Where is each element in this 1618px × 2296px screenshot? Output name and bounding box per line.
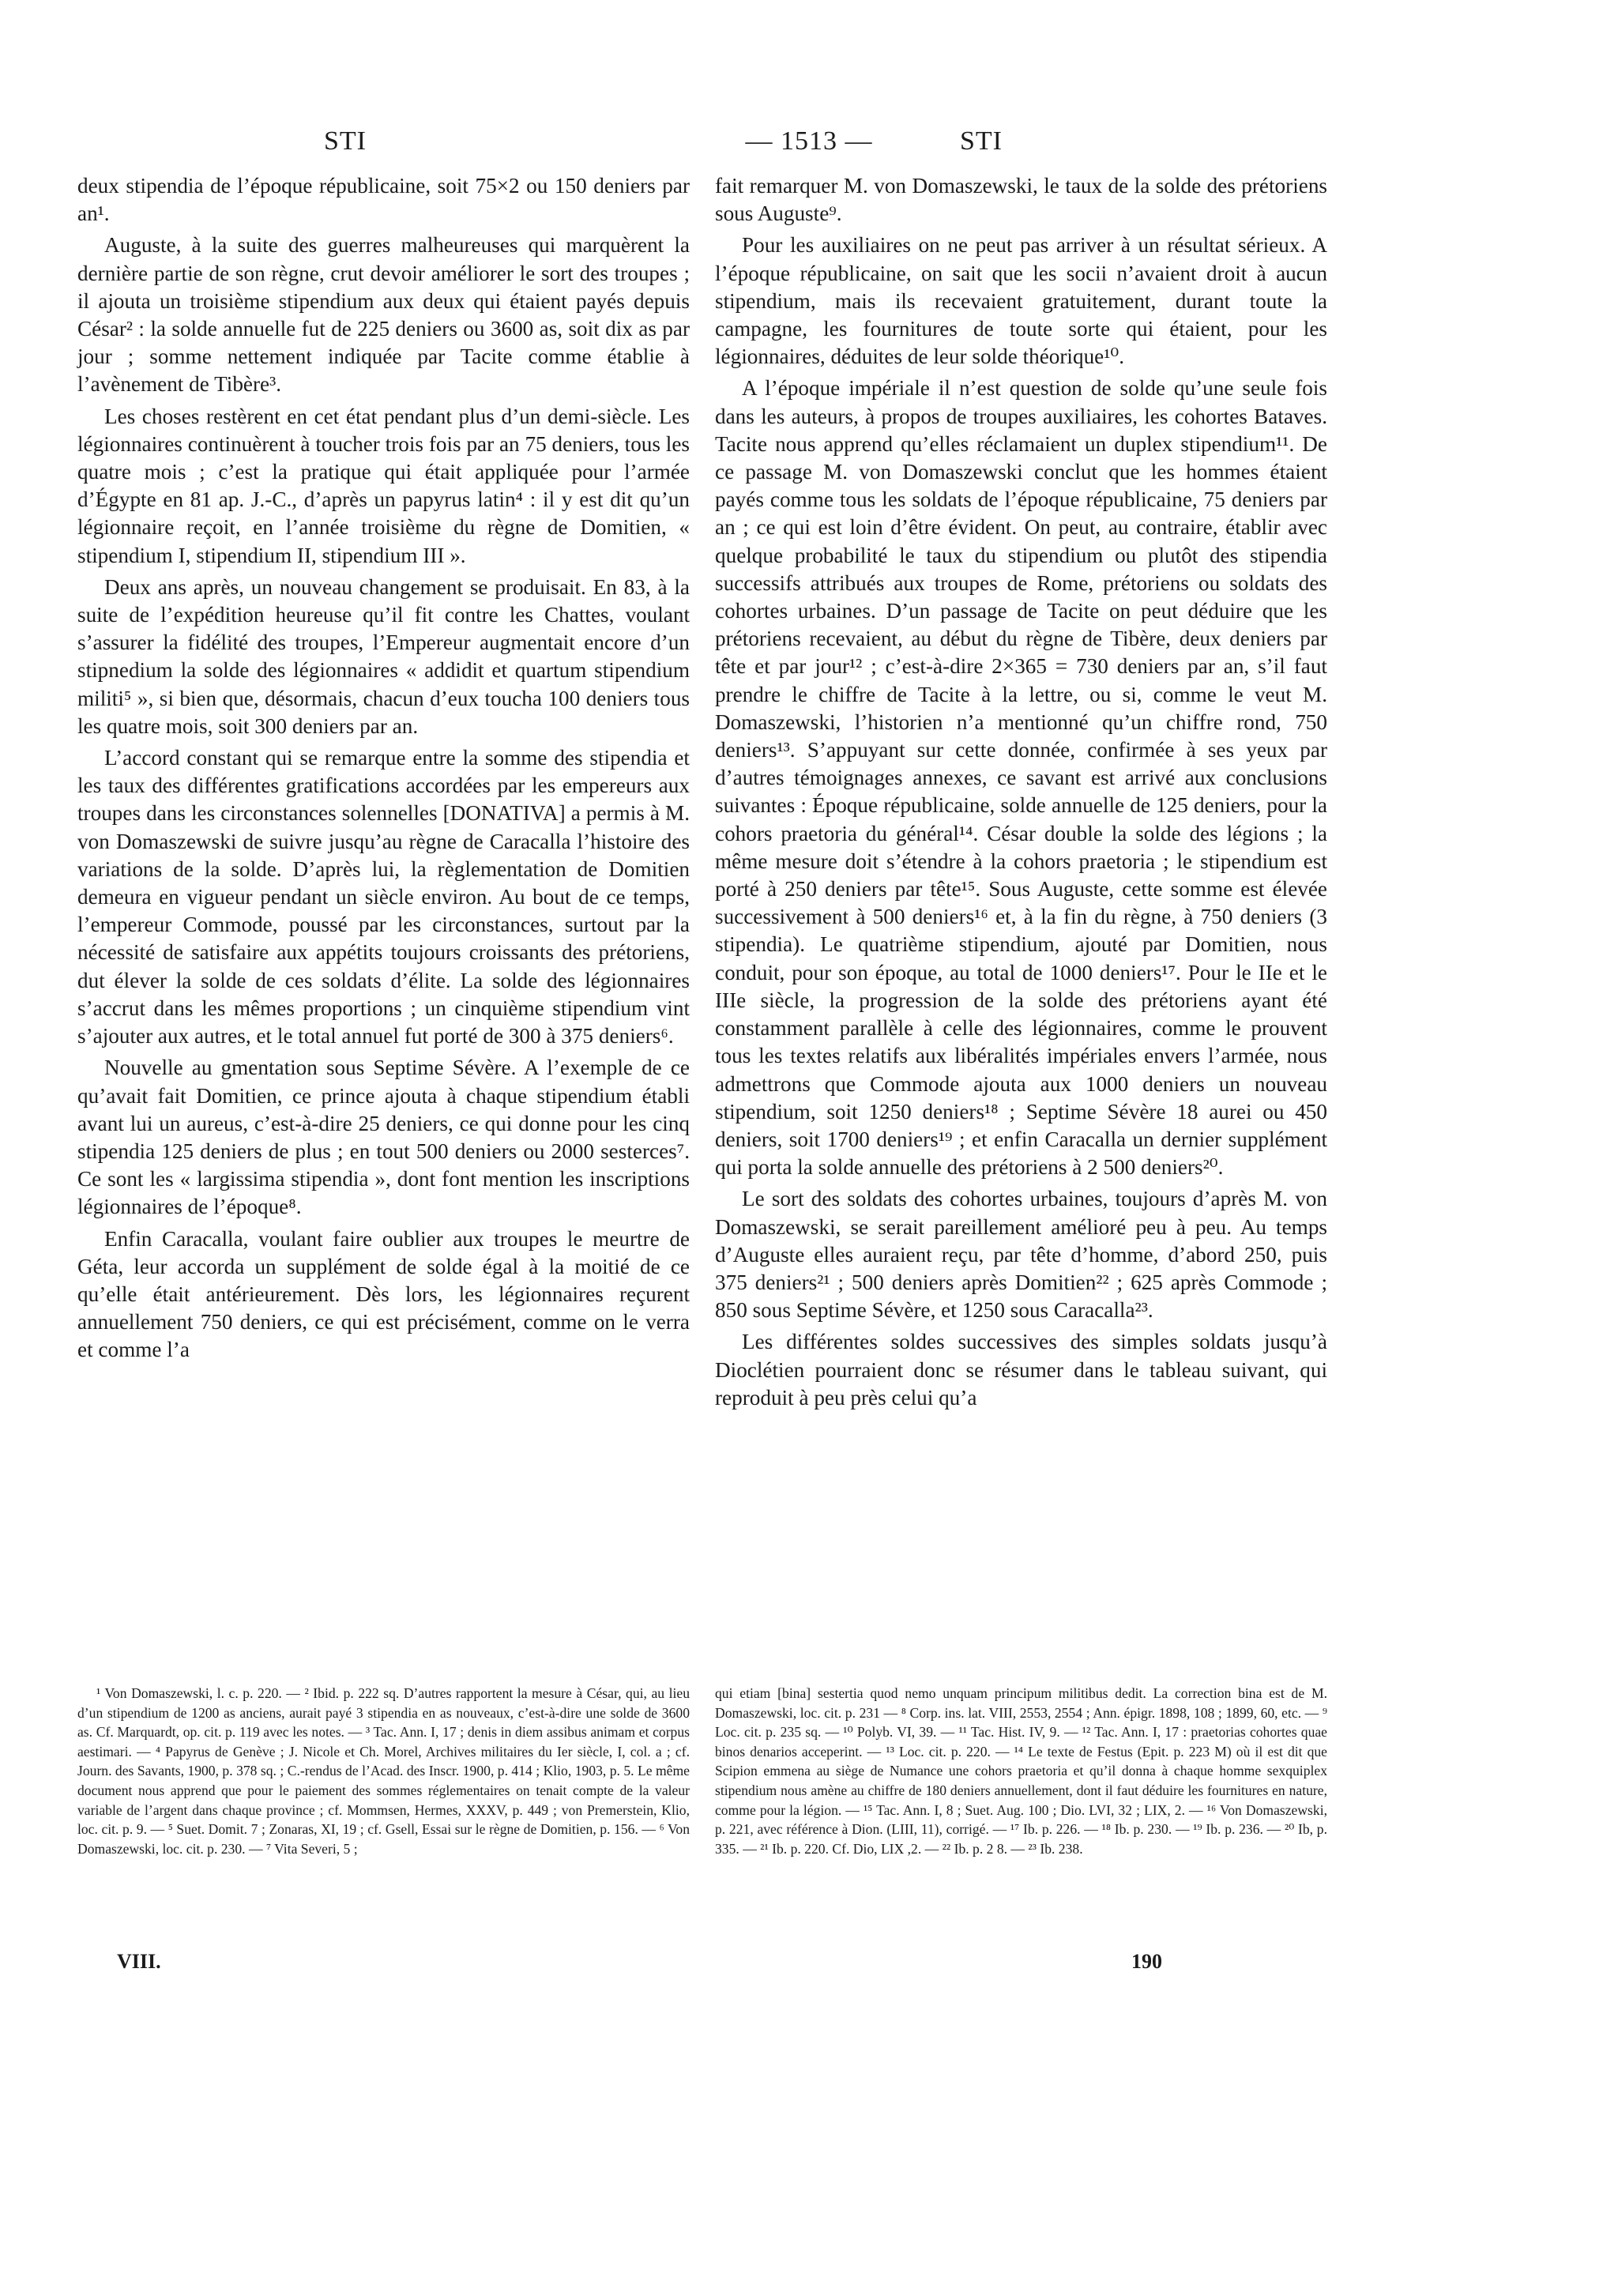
footnotes-left (77, 1684, 690, 1858)
paragraph: A l’époque impériale il n’est question de solde qu’une seule fois dans les auteurs, à propos de troupes auxiliaires, les cohortes Bataves. Tacite nous apprend qu’elles réclamaient un duplex stipendium¹¹. De ce passage M. von Domaszewski conclut que les hommes étaient payés comme tous les soldats de l’époque républicaine, 75 deniers par an ; ce qui est loin d’être évident. On peut, au contraire, établir avec quelque probabilité le taux du stipendium ou plutôt des stipendia successifs attribués aux troupes de Rome, prétoriens ou soldats des cohortes urbaines. D’un passage de Tacite on peut déduire que les prétoriens recevaient, au début du règne de Tibère, deux deniers par tête et par jour¹² ; c’est-à-dire 2×365 = 730 deniers par an, s’il faut prendre le chiffre de Tacite à la lettre, ou si, comme le veut M. Domaszewski, l’historien n’a mentionné qu’un chiffre rond, 750 deniers¹³. S’appuyant sur cette donnée, confirmée à ses yeux par d’autres témoignages annexes, ce savant est arrivé aux conclusions suivantes : Époque républicaine, solde annuelle de 125 deniers, pour la cohors praetoria du général¹⁴. César double la solde des légions ; la même mesure doit s’étendre à la cohors praetoria ; le stipendium est porté à 250 deniers par tête¹⁵. Sous Auguste, cette somme est élevée successivement à 500 deniers¹⁶ et, à la fin du règne, à 750 deniers (3 stipendia). Le quatrième stipendium, ajouté par Domitien, nous conduit, pour son époque, au total de 1000 deniers¹⁷. Pour le IIe et le IIIe siècle, la progression de la solde des prétoriens ayant été constamment parallèle à celle des légionnaires, comme le prouvent tous les textes relatifs aux libéralités impériales envers l’armée, nous admettrons que Commode ajouta aux 1000 deniers un nouveau stipendium, soit 1250 deniers¹⁸ ; Septime Sévère 18 aurei ou 450 deniers, soit 1700 deniers¹⁹ ; et enfin Caracalla un dernier supplément qui porta la solde annuelle des prétoriens à 2 500 deniers²⁰. (715, 376, 1327, 1180)
paragraph: Les différentes soldes successives des simples soldats jusqu’à Dioclétien pourraient donc se résumer dans le tableau suivant, qui reproduit à peu près celui qu’a (715, 1330, 1327, 1410)
gathering-number: 190 (1131, 1950, 1162, 1973)
running-head-left: STI (324, 126, 367, 156)
right-column (715, 172, 1327, 1416)
paragraph: deux stipendia de l’époque républicaine, soit 75×2 ou 150 deniers par an¹. (77, 174, 690, 226)
footnotes-right (715, 1684, 1327, 1858)
signature-mark: VIII. (117, 1950, 161, 1973)
paragraph: Enfin Caracalla, voulant faire oublier aux troupes le meurtre de Géta, leur accorda un supplément de solde égal à la moitié de ce qu’elle était antérieurement. Dès lors, les légionnaires reçurent annuellement 750 deniers, ce qui est précisément, comme on le verra et comme l’a (77, 1226, 690, 1362)
footnote-text: ¹ Von Domaszewski, l. c. p. 220. — ² Ibid. p. 222 sq. D’autres rapportent la mesure à César, qui, au lieu d’un stipendium de 1200 as anciens, aurait payé 3 stipendia en as nouveaux, c’est-à-dire une solde de 3600 as. Cf. Marquardt, op. cit. p. 119 avec les notes. — ³ Tac. Ann. I, 17 ; denis in diem assibus animam et corpus aestimari. — ⁴ Papyrus de Genève ; J. Nicole et Ch. Morel, Archives militaires du Ier siècle, I, col. a ; cf. Journ. des Savants, 1900, p. 378 sq. ; C.-rendus de l’Acad. des Inscr. 1900, p. 414 ; Klio, 1903, p. 5. Le même document nous apprend que pour le paiement des sommes réglementaires on tenait compte de la valeur variable de l’argent dans chaque province ; cf. Mommsen, Hermes, XXXV, p. 449 ; von Premerstein, Klio, loc. cit. p. 9. — ⁵ Suet. Domit. 7 ; Zonaras, XI, 19 ; cf. Gsell, Essai sur le règne de Domitien, p. 156. — ⁶ Von Domaszewski, loc. cit. p. 230. — ⁷ Vita Severi, 5 ; (77, 1685, 690, 1857)
paragraph: Auguste, à la suite des guerres malheureuses qui marquèrent la dernière partie de son règne, crut devoir améliorer le sort des troupes ; il ajouta un troisième stipendium aux deux qui étaient payés depuis César² : la solde annuelle fut de 225 deniers ou 3600 as, soit dix as par jour ; somme nettement indiquée par Tacite comme établie à l’avènement de Tibère³. (77, 233, 690, 397)
paragraph: Pour les auxiliaires on ne peut pas arriver à un résultat sérieux. A l’époque républicaine, on sait que les socii n’avaient droit à aucun stipendium, mais ils recevaient gratuitement, durant toute la campagne, les fournitures de toute sorte qui étaient, pour les légionnaires, déduites de leur solde théorique¹⁰. (715, 233, 1327, 369)
paragraph: fait remarquer M. von Domaszewski, le taux de la solde des prétoriens sous Auguste⁹. (715, 174, 1327, 226)
running-head-right: STI (960, 126, 1003, 156)
paragraph: Le sort des soldats des cohortes urbaines, toujours d’après M. von Domaszewski, se serait pareillement amélioré peu à peu. Au temps d’Auguste elles auraient reçu, par tête d’homme, d’abord 250, puis 375 deniers²¹ ; 500 deniers après Domitien²² ; 625 après Commode ; 850 sous Septime Sévère, et 1250 sous Caracalla²³. (715, 1187, 1327, 1323)
paragraph: Deux ans après, un nouveau changement se produisait. En 83, à la suite de l’expédition heureuse qu’il fit contre les Chattes, voulant s’assurer la fidélité des troupes, l’Empereur augmentait encore d’un stipnedium la solde des légionnaires « addidit et quartum stipendium militi⁵ », si bien que, désormais, chacun d’eux toucha 100 deniers tous les quatre mois, soit 300 deniers par an. (77, 574, 690, 738)
left-column (77, 172, 690, 1368)
paragraph: L’accord constant qui se remarque entre la somme des stipendia et les taux des différentes gratifications accordées par les empereurs aux troupes dans les circonstances solennelles [DONATIVA] a permis à M. von Domaszewski de suivre jusqu’au règne de Caracalla l’histoire des variations de la solde. D’après lui, la règlementation de Domitien demeura en vigueur pendant un siècle environ. Au bout de ce temps, l’empereur Commode, poussé par les circonstances, surtout par la nécessité de satisfaire aux appétits toujours croissants des prétoriens, dut élever la solde de ces soldats d’élite. La solde des légionnaires s’accrut dans les mêmes proportions ; un cinquième stipendium vint s’ajouter aux autres, et le total annuel fut porté de 300 à 375 deniers⁶. (77, 746, 690, 1048)
paragraph: Les choses restèrent en cet état pendant plus d’un demi-siècle. Les légionnaires continuèrent à toucher trois fois par an 75 deniers, tous les quatre mois ; c’est la pratique qui était appliquée pour l’armée d’Égypte en 81 ap. J.-C., d’après un papyrus latin⁴ : il y est dit qu’un légionnaire reçoit, en l’année troisième du règne de Domitien, « stipendium I, stipendium II, stipendium III ». (77, 404, 690, 567)
footnote-text: qui etiam [bina] sestertia quod nemo unquam principum militibus dedit. La correction bina est de M. Domaszewski, loc. cit. p. 231 — ⁸ Corp. ins. lat. VIII, 2553, 2554 ; Ann. épigr. 1898, 108 ; 1899, 60, etc. — ⁹ Loc. cit. p. 235 sq. — ¹⁰ Polyb. VI, 39. — ¹¹ Tac. Hist. IV, 9. — ¹² Tac. Ann. I, 17 : praetorias cohortes quae binos denarios acceperint. — ¹³ Loc. cit. p. 220. — ¹⁴ Le texte de Festus (Epit. p. 223 M) où il est dit que Scipion emmena au siège de Numance une cohors praetoria et qu’il donna à chaque homme sexquiplex stipendium nous amène au chiffre de 180 deniers annuellement, dont il faut déduire les fournitures en nature, comme pour la légion. — ¹⁵ Tac. Ann. I, 8 ; Suet. Aug. 100 ; Dio. LVI, 32 ; LIX, 2. — ¹⁶ Von Domaszewski, p. 221, avec référence à Dion. (LIII, 11), corrigé. — ¹⁷ Ib. p. 226. — ¹⁸ Ib. p. 230. — ¹⁹ Ib. p. 236. — ²⁰ Ib, p. 335. — ²¹ Ib. p. 220. Cf. Dio, LIX ,2. — ²² Ib. p. 2 8. — ²³ Ib. 238. (715, 1685, 1327, 1857)
page-number-header: — 1513 — (745, 126, 873, 156)
paragraph: Nouvelle au gmentation sous Septime Sévère. A l’exemple de ce qu’avait fait Domitien, ce prince ajouta à chaque stipendium établi avant lui un aureus, c’est-à-dire 25 deniers, ce qui donne pour les cinq stipendia 125 deniers de plus ; en tout 500 deniers ou 2000 sesterces⁷. Ce sont les « largissima stipendia », dont font mention les inscriptions légionnaires de l’époque⁸. (77, 1056, 690, 1219)
